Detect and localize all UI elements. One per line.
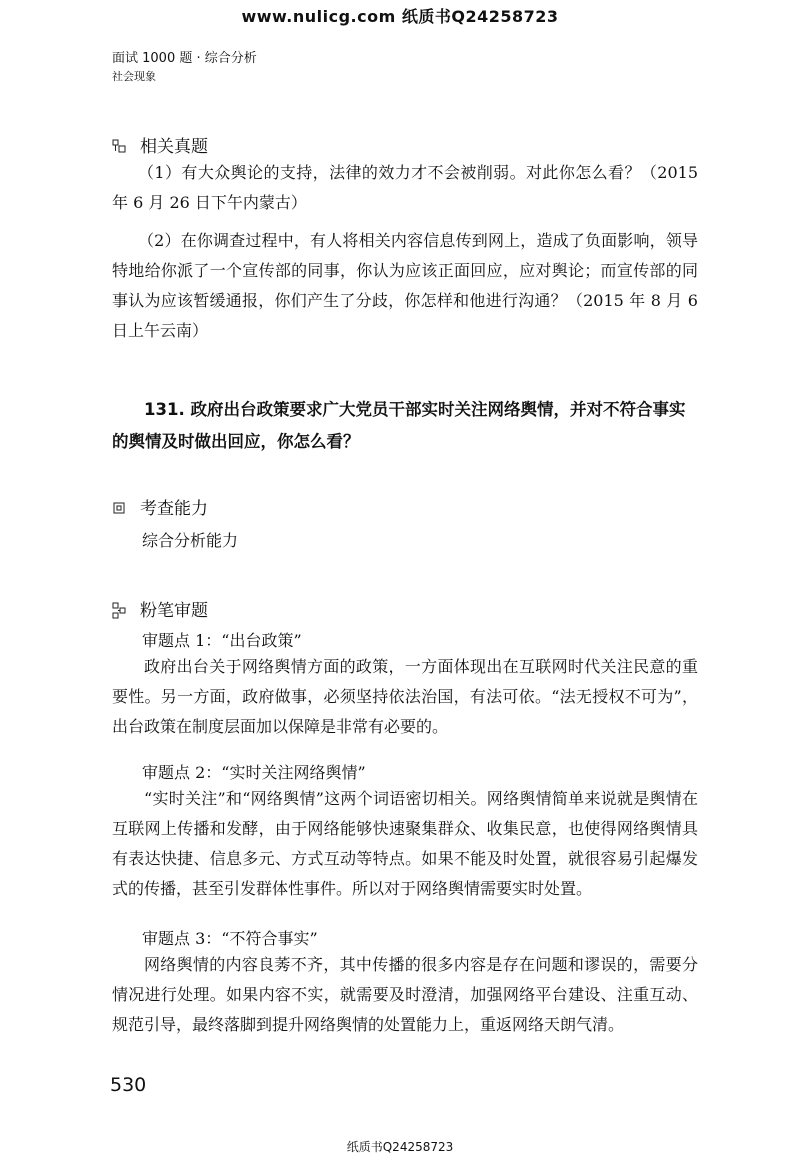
analysis-point-3-body: 网络舆情的内容良莠不齐，其中传播的很多内容是存在问题和谬误的，需要分情况进行处理。如果内容不实，就需要及时澄清，加强网络平台建设、注重互动、规范引导，最终落脚到提升网络舆情的处置能力上，重返网络天朗气清。 bbox=[112, 955, 698, 1034]
analysis-point-3-title: 审题点 3：“不符合事实” bbox=[142, 929, 318, 948]
ability-icon bbox=[112, 500, 126, 514]
analysis-heading bbox=[112, 596, 208, 621]
ability-heading bbox=[112, 494, 208, 519]
related-question-2: （2）在你调查过程中，有人将相关内容信息传到网上，造成了负面影响，领导特地给你派了一个宣传部的同事，你认为应该正面回应，应对舆论；而宣传部的同事认为应该暂缓通报，你们产生了分歧，你怎样和他进行沟通？（2015 年 8 月 6 日上午云南） bbox=[112, 231, 698, 340]
related-questions-icon bbox=[112, 138, 126, 152]
analysis-point-1-title: 审题点 1：“出台政策” bbox=[142, 631, 302, 650]
related-questions-heading bbox=[112, 132, 208, 157]
analysis-icon bbox=[112, 602, 126, 616]
page-number: 530 bbox=[110, 1074, 147, 1096]
book-subtitle: 社会现象 bbox=[112, 70, 156, 83]
book-title: 面试 1000 题 · 综合分析 bbox=[112, 51, 257, 66]
analysis-label: 粉笔审题 bbox=[140, 601, 208, 621]
watermark-bottom: 纸质书Q24258723 bbox=[346, 1140, 454, 1154]
related-question-1: （1）有大众舆论的支持，法律的效力才不会被削弱。对此你怎么看？（2015 年 6 月 26 日下午内蒙古） bbox=[112, 163, 698, 212]
ability-label: 考查能力 bbox=[140, 499, 208, 519]
related-questions-label: 相关真题 bbox=[140, 137, 208, 157]
main-question: 131. 政府出台政策要求广大党员干部实时关注网络舆情，并对不符合事实的舆情及时做出回应，你怎么看？ bbox=[112, 400, 686, 451]
analysis-point-1-body: 政府出台关于网络舆情方面的政策，一方面体现出在互联网时代关注民意的重要性。另一方面，政府做事，必须坚持依法治国，有法可依。“法无授权不可为”，出台政策在制度层面加以保障是非常有必要的。 bbox=[112, 657, 698, 736]
analysis-point-2-body: “实时关注”和“网络舆情”这两个词语密切相关。网络舆情简单来说就是舆情在互联网上传播和发酵，由于网络能够快速聚集群众、收集民意，也使得网络舆情具有表达快捷、信息多元、方式互动等特点。如果不能及时处置，就很容易引起爆发式的传播，甚至引发群体性事件。所以对于网络舆情需要实时处置。 bbox=[112, 789, 698, 898]
ability-value: 综合分析能力 bbox=[142, 531, 239, 550]
analysis-point-2-title: 审题点 2：“实时关注网络舆情” bbox=[142, 763, 366, 782]
watermark-top: www.nulicg.com 纸质书Q24258723 bbox=[241, 7, 559, 26]
